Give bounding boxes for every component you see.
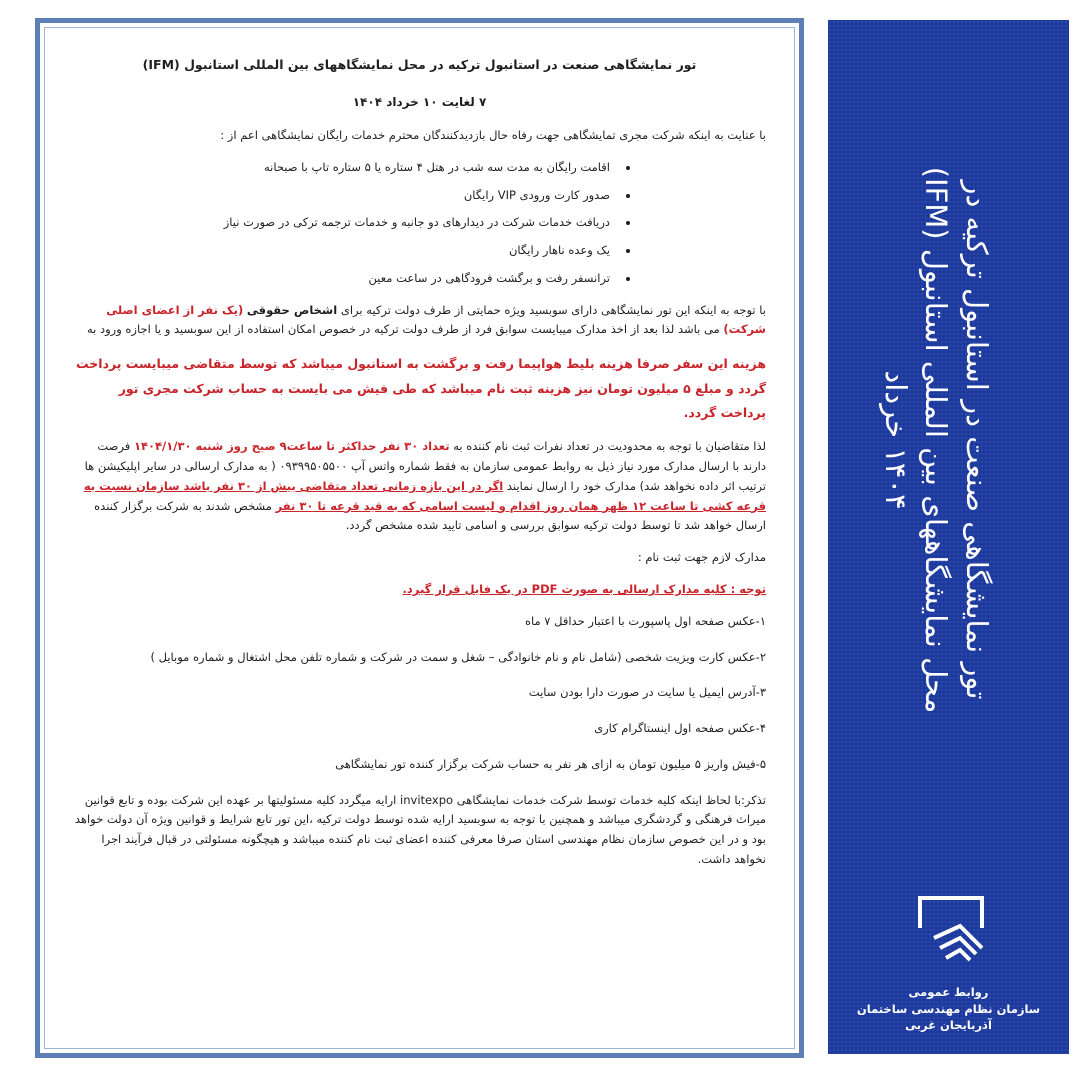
banner-title-line: ۱۴۰۴ خرداد bbox=[878, 370, 913, 510]
registration-text-a: لذا متقاضیان با توجه به محدودیت در تعداد نفرات ثبت نام کننده به bbox=[453, 439, 766, 454]
registration-paragraph bbox=[73, 437, 766, 536]
footer-line: روابط عمومی bbox=[908, 985, 989, 999]
requirement-item: ۴-عکس صفحه اول اینستاگرام کاری bbox=[594, 721, 766, 736]
banner-title-line: تور نمایشگاهی صنعت در استانبول ترکیه در bbox=[959, 180, 994, 700]
banner-footer bbox=[828, 984, 1069, 1034]
list-item: • اقامت رایگان به مدت سه شب در هتل ۴ ستاره یا ۵ ستاره تاپ با صبحانه bbox=[73, 158, 616, 178]
subsidy-text-a: با توجه به اینکه این تور نمایشگاهی دارای سوبسید ویژه حمایتی از طرف دولت ترکیه برای bbox=[340, 302, 766, 317]
registration-text-e: مشخص شدند به شرکت برگزار کننده ارسال خواهد شد تا توسط دولت ترکیه سوابق بررسی و اسامی تایید شده مشخص گردد. bbox=[94, 498, 766, 533]
registration-deadline: تعداد ۳۰ نفر حداکثر تا ساعت۹ صبح روز شنبه ۱۴۰۴/۱/۳۰ bbox=[133, 439, 450, 454]
lottery-note: اگر در این بازه زمانی تعداد متقاضی بیش از ۳۰ نفر باشد سازمان نسبت به قرعه کشی تا ساعت ۱۲ ظهر همان روز اقدام و لیست اسامی که به قید قرعه تا ۳۰ نفر bbox=[83, 478, 766, 513]
subsidy-entity: اشخاص حقوقی bbox=[246, 302, 338, 317]
document-date: ۷ لغایت ۱۰ خرداد ۱۴۰۴ bbox=[352, 94, 487, 109]
banner-title bbox=[875, 10, 997, 870]
banner-title-line: محل نمایشگاههای بین المللی استانبول (IFM) bbox=[919, 166, 954, 714]
subsidy-paragraph bbox=[73, 301, 766, 341]
requirement-item: ۳-آدرس ایمیل یا سایت در صورت دارا بودن سایت bbox=[528, 685, 766, 700]
list-item: • ترانسفر رفت و برگشت فرودگاهی در ساعت معین bbox=[73, 269, 616, 289]
footer-line: آذربایجان غربی bbox=[905, 1018, 992, 1033]
document-body bbox=[44, 27, 795, 1049]
cost-paragraph: هزینه این سفر صرفا هزینه بلیط هواپیما رفت و برگشت به استانبول میباشد که توسط متقاضی میبایست پرداخت گردد و مبلغ ۵ میلیون تومان نیز هزینه ثبت نام میباشد که طی فیش می بایست به حساب شرکت مجری تور پرداخت گردد. bbox=[76, 356, 766, 420]
services-list bbox=[73, 158, 766, 289]
list-item: • دریافت خدمات شرکت در دیدارهای دو جانبه و خدمات ترجمه ترکی در صورت نیاز bbox=[73, 213, 616, 233]
registration-text-c: فرصت دارند با ارسال مدارک مورد نیاز ذیل به روابط عمومی سازمان به فقط شماره واتس آپ ۰۹۳۹۹۵۰۵۵۰۰ ( به مدارک ارسالی در سایر اپلیکیشن ها ترتیب اثر داده نخواهد شد) مدارک خود را ارسال نمایند bbox=[84, 439, 766, 493]
side-banner bbox=[828, 20, 1069, 1054]
requirement-item: ۲-عکس کارت ویزیت شخصی (شامل نام و نام خانوادگی – شغل و سمت در شرکت و شماره تلفن محل اشتغال و شماره موبایل ) bbox=[150, 649, 766, 664]
list-item: • یک وعده ناهار رایگان bbox=[73, 241, 616, 261]
subsidy-text-d: می باشد لذا بعد از اخذ مدارک میبایست سوابق فرد از طرف دولت ترکیه در خصوص امکان استفاده از این سوبسید و یا اجازه ورود به bbox=[86, 322, 720, 337]
organization-logo-icon bbox=[914, 892, 988, 966]
subsidy-member-note: (یک نفر از اعضای اصلی شرکت) bbox=[106, 302, 766, 337]
requirement-item: ۱-عکس صفحه اول پاسپورت با اعتبار حداقل ۷ ماه bbox=[524, 613, 766, 628]
document-title: تور نمایشگاهی صنعت در استانبول ترکیه در محل نمایشگاههای بین المللی استانبول (IFM) bbox=[142, 57, 697, 72]
list-item: • صدور کارت ورودی VIP رایگان bbox=[73, 186, 616, 206]
footer-line: سازمان نظام مهندسی ساختمان bbox=[856, 1001, 1041, 1016]
document-frame bbox=[35, 18, 804, 1058]
intro-paragraph: با عنایت به اینکه شرکت مجری تمایشگاهی جهت رفاه حال بازدیدکنندگان محترم خدمات رایگان نمایشگاهی اعم از : bbox=[220, 128, 766, 143]
disclaimer-paragraph: تذکر:با لحاظ اینکه کلیه خدمات توسط شرکت خدمات نمایشگاهی invitexpo ارایه میگردد کلیه مسئولیتها بر عهده این شرکت بوده و تابع قوانین میراث فرهنگی و گردشگری میباشد و همچنین با توجه به سوبسید ارایه شده توسط دولت ترکیه ،این تور تابع شرایط و قوانین ویژه آن دولت خواهد بود و در این خصوص سازمان نظام مهندسی استان صرفا معرفی کننده اعضای ثبت نام کننده میباشد و هیچگونه مسئولتی در قبال فرآیند اجرا نخواهد داشت. bbox=[74, 792, 766, 866]
documents-label: مدارک لازم جهت ثبت نام : bbox=[637, 550, 766, 565]
pdf-note: توجه : کلیه مدارک ارسالی به صورت PDF در یک فایل قرار گیرد. bbox=[402, 581, 766, 596]
requirement-item: ۵-فیش واریز ۵ میلیون تومان به ازای هر نفر به حساب شرکت برگزار کننده تور نمایشگاهی bbox=[335, 756, 766, 771]
